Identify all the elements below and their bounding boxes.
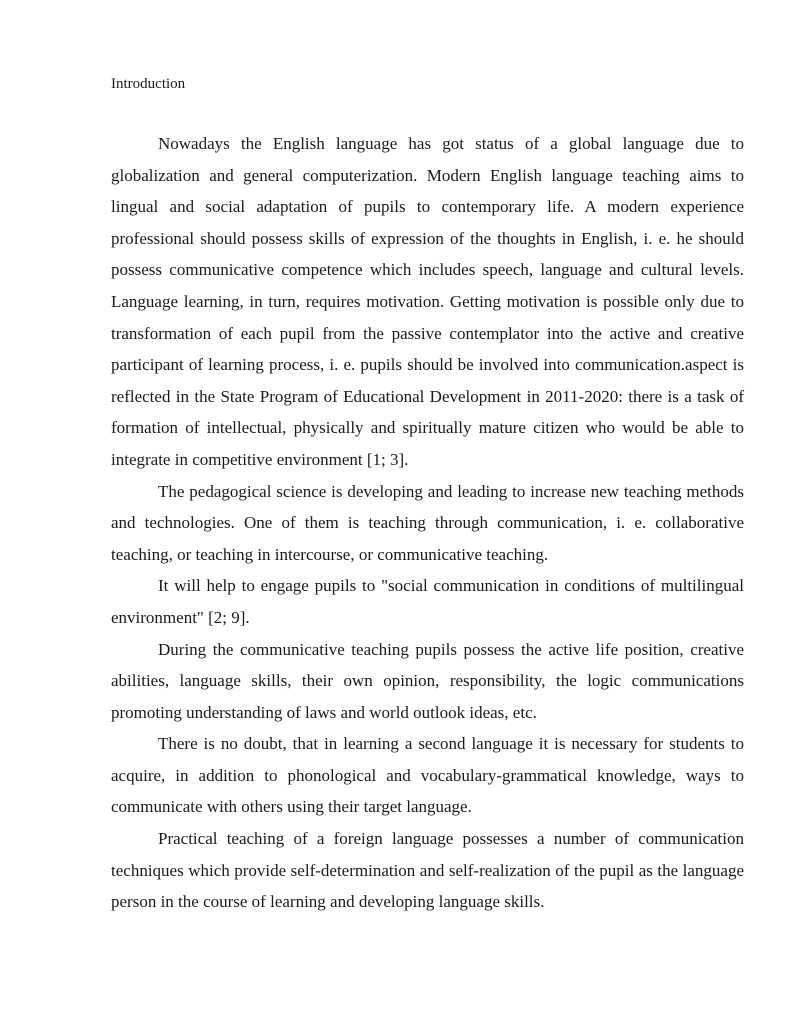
paragraph: During the communicative teaching pupils possess the active life position, creative abilities, language skills, their own opinion, responsibility, the logic communications promoting understanding of laws and world outlook ideas, etc. <box>111 639 744 722</box>
paragraph: There is no doubt, that in learning a second language it is necessary for students to acquire, in addition to phonological and vocabulary-grammatical knowledge, ways to communicate with others using their target language. <box>111 734 744 817</box>
section-heading: Introduction <box>111 76 186 92</box>
paragraph: Nowadays the English language has got status of a global language due to globalization and general computerization. Modern English language teaching aims to lingual and social adaptation of pupils to contemporary life. A modern experience professional should possess skills of expression of the thoughts in English, i. e. he should possess communicative competence which includes speech, language and cultural levels. Language learning, in turn, requires motivation. Getting motivation is possible only due to transformation of each pupil from the passive contemplator into the active and creative participant of learning process, i. e. pupils should be involved into communication.aspect is reflected in the State Program of Educational Development in 2011-2020: there is a task of formation of intellectual, physically and spiritually mature citizen who would be able to integrate in competitive environment [1; 3]. <box>111 134 744 469</box>
document-body <box>111 128 744 918</box>
paragraph: It will help to engage pupils to "social communication in conditions of multilingual environment" [2; 9]. <box>111 576 744 627</box>
paragraph: Practical teaching of a foreign language possesses a number of communication techniques which provide self-determination and self-realization of the pupil as the language person in the course of learning and developing language skills. <box>111 829 744 912</box>
paragraph: The pedagogical science is developing and leading to increase new teaching methods and technologies. One of them is teaching through communication, i. e. collaborative teaching, or teaching in intercourse, or communicative teaching. <box>111 481 744 564</box>
